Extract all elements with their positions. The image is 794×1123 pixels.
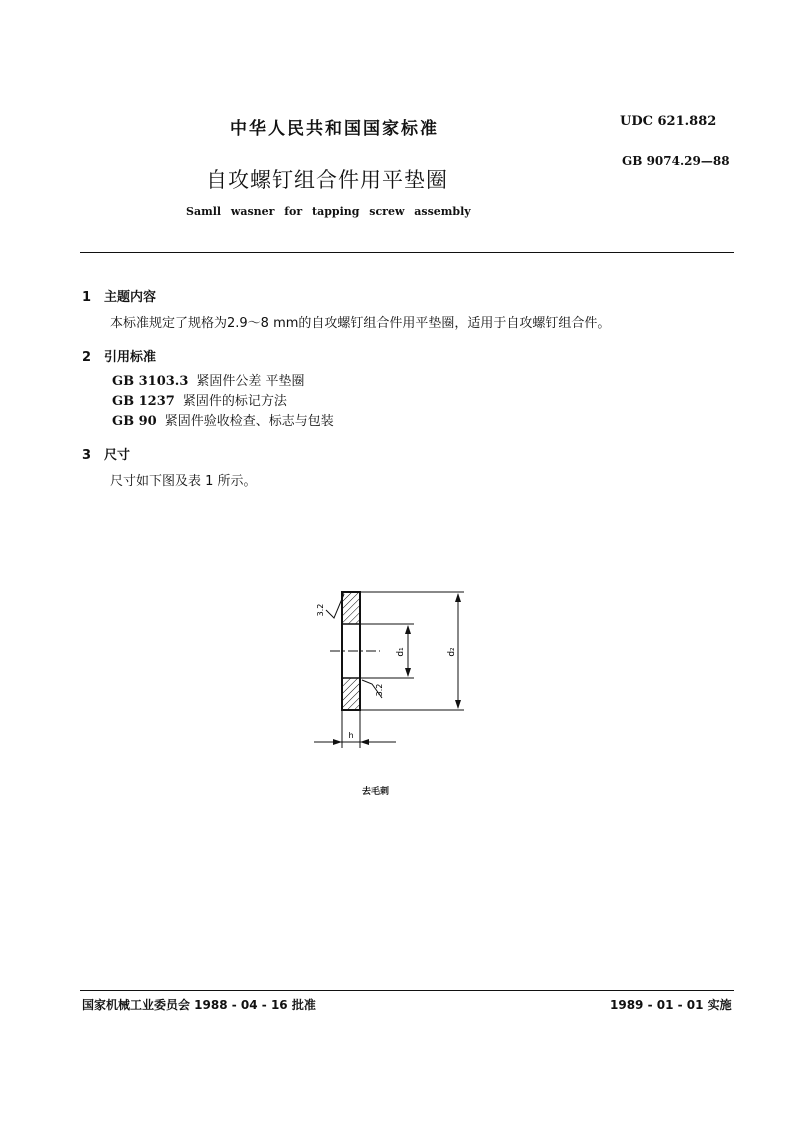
d1-label: d₁ (396, 647, 406, 657)
implementation-line: 1989 - 01 - 01 实施 (610, 998, 732, 1012)
section-2-title: 引用标准 (104, 350, 157, 365)
document-title-en: Samll wasner for tapping screw assembly (186, 205, 471, 218)
section-1-body: 本标准规定了规格为2.9～8 mm的自攻螺钉组合件用平垫圈，适用于自攻螺钉组合件。 (110, 316, 611, 331)
section-1-number: 1 (82, 290, 92, 305)
section-3-number: 3 (82, 448, 92, 463)
footer-rule (80, 990, 734, 991)
roughness-value-bottom: 3.2 (375, 683, 384, 697)
udc-code: UDC 621.882 (620, 114, 717, 129)
roughness-value-top: 3.2 (316, 603, 325, 617)
section-3-heading (82, 444, 130, 463)
washer-bottom-section (343, 678, 359, 709)
washer-top-section (343, 593, 359, 624)
reference-code: GB 3103.3 (112, 374, 189, 389)
reference-text: 紧固件公差 平垫圈 (196, 374, 305, 389)
reference-text: 紧固件验收检查、标志与包装 (164, 414, 334, 429)
document-title-cn: 自攻螺钉组合件用平垫圈 (206, 168, 448, 192)
reference-text: 紧固件的标记方法 (182, 394, 287, 409)
h-label: h (348, 731, 354, 740)
reference-item (112, 390, 287, 409)
section-3-title: 尺寸 (104, 448, 131, 463)
reference-item (112, 410, 334, 429)
reference-code: GB 90 (112, 414, 157, 429)
reference-code: GB 1237 (112, 394, 175, 409)
section-1-title: 主题内容 (104, 290, 157, 305)
washer-section-drawing (300, 580, 500, 760)
d2-label: d₂ (447, 647, 457, 657)
gb-standard-number: GB 9074.29—88 (622, 154, 730, 168)
drawing-caption: 去毛刺 (362, 787, 390, 797)
section-2-number: 2 (82, 350, 92, 365)
section-1-heading (82, 286, 156, 305)
section-2-heading (82, 346, 156, 365)
header-rule (80, 252, 734, 253)
reference-item (112, 370, 305, 389)
approval-line: 国家机械工业委员会 1988 - 04 - 16 批准 (82, 998, 316, 1012)
national-standard-heading: 中华人民共和国国家标准 (230, 119, 439, 139)
section-3-body: 尺寸如下图及表 1 所示。 (110, 474, 257, 489)
